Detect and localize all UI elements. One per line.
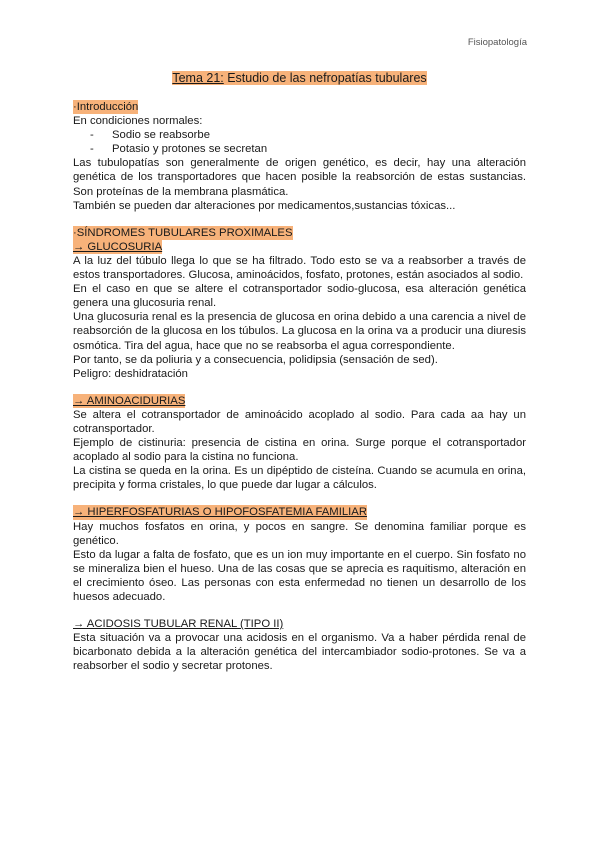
hiperfosfaturias-paragraph: Hay muchos fosfatos en orina, y pocos en sangre. Se denomina familiar porque es genético.	[73, 520, 526, 547]
title-number: Tema 21:	[172, 71, 224, 85]
acidosis-heading: → ACIDOSIS TUBULAR RENAL (TIPO II)	[73, 618, 284, 631]
section-introduccion	[73, 100, 526, 213]
glucosuria-paragraph: Por tanto, se da poliuria y a consecuencia, polidipsia (sensación de sed).	[73, 353, 438, 366]
intro-paragraph: También se pueden dar alteraciones por medicamentos,sustancias tóxicas...	[73, 199, 456, 212]
aminoacidurias-heading: → AMINOACIDURIAS	[73, 394, 186, 407]
section-proximales	[73, 226, 526, 381]
glucosuria-paragraph: Una glucosuria renal es la presencia de glucosa en orina debido a una carencia a nivel de reabsorción de la glucosa en los túbulos. La glucosa en la orina va a producir una diuresis osmótica. Tira del agua, hace que no se reabsorba el agua correspondiente.	[73, 311, 526, 352]
intro-paragraph: Las tubulopatías son generalmente de origen genético, es decir, hay una alteración genética de los transportadores que hacen posible la reabsorción de estas sustancias. Son proteínas de la membrana plasmática.	[73, 157, 526, 198]
intro-list-item: - Sodio se reabsorbe	[90, 128, 526, 142]
page-title	[73, 70, 526, 87]
intro-heading: ·Introducción	[73, 101, 139, 113]
glucosuria-paragraph: En el caso en que se altere el cotransportador sodio-glucosa, esa alteración genética genera una glucosuria renal.	[73, 283, 526, 310]
title-highlight	[172, 71, 426, 85]
document-content	[73, 70, 526, 686]
glucosuria-paragraph: Peligro: deshidratación	[73, 367, 188, 380]
title-text: Estudio de las nefropatías tubulares	[223, 71, 427, 85]
hiperfosfaturias-paragraph: Esto da lugar a falta de fosfato, que es un ion muy importante en el cuerpo. Sin fosfato no se mineraliza bien el hueso. Una de las cosas que se aprecia es raquitismo, alteración en el crecimiento óseo. Las personas con esta enfermedad no tienen un desarrollo de los huesos adecuado.	[73, 548, 526, 603]
aminoacidurias-paragraph: Ejemplo de cistinuria: presencia de cistina en orina. Surge porque el cotransportador acoplado al sodio para la cistina no funciona.	[73, 437, 526, 464]
acidosis-paragraph: Esta situación va a provocar una acidosis en el organismo. Va a haber pérdida renal de bicarbonato debida a la alteración genética del intercambiador sodio-protones. Se va a reabsorber el sodio y secretar protones.	[73, 632, 526, 673]
section-acidosis	[73, 617, 526, 673]
intro-list-item: - Potasio y protones se secretan	[90, 142, 526, 156]
proximal-heading: ·SÍNDROMES TUBULARES PROXIMALES	[73, 226, 293, 239]
page-header-course: Fisiopatología	[467, 37, 527, 48]
aminoacidurias-paragraph: La cistina se queda en la orina. Es un dipéptido de cisteína. Cuando se acumula en orina, precipita y forma cristales, lo que puede dar lugar a cálculos.	[73, 465, 526, 492]
glucosuria-paragraph: A la luz del túbulo llega lo que se ha filtrado. Todo esto se va a reabsorber a través de estos transportadores. Glucosa, aminoácidos, fosfato, protones, están asociados al sodio.	[73, 254, 526, 282]
glucosuria-heading: → GLUCOSURIA	[73, 240, 163, 253]
section-aminoacidurias	[73, 394, 526, 493]
section-hiperfosfaturias	[73, 505, 526, 604]
intro-lead: En condiciones normales:	[73, 115, 203, 128]
aminoacidurias-paragraph: Se altera el cotransportador de aminoácido acoplado al sodio. Para cada aa hay un cotransportador.	[73, 408, 526, 435]
intro-list	[73, 128, 526, 156]
hiperfosfaturias-heading: → HIPERFOSFATURIAS O HIPOFOSFATEMIA FAMILIAR	[73, 506, 367, 519]
